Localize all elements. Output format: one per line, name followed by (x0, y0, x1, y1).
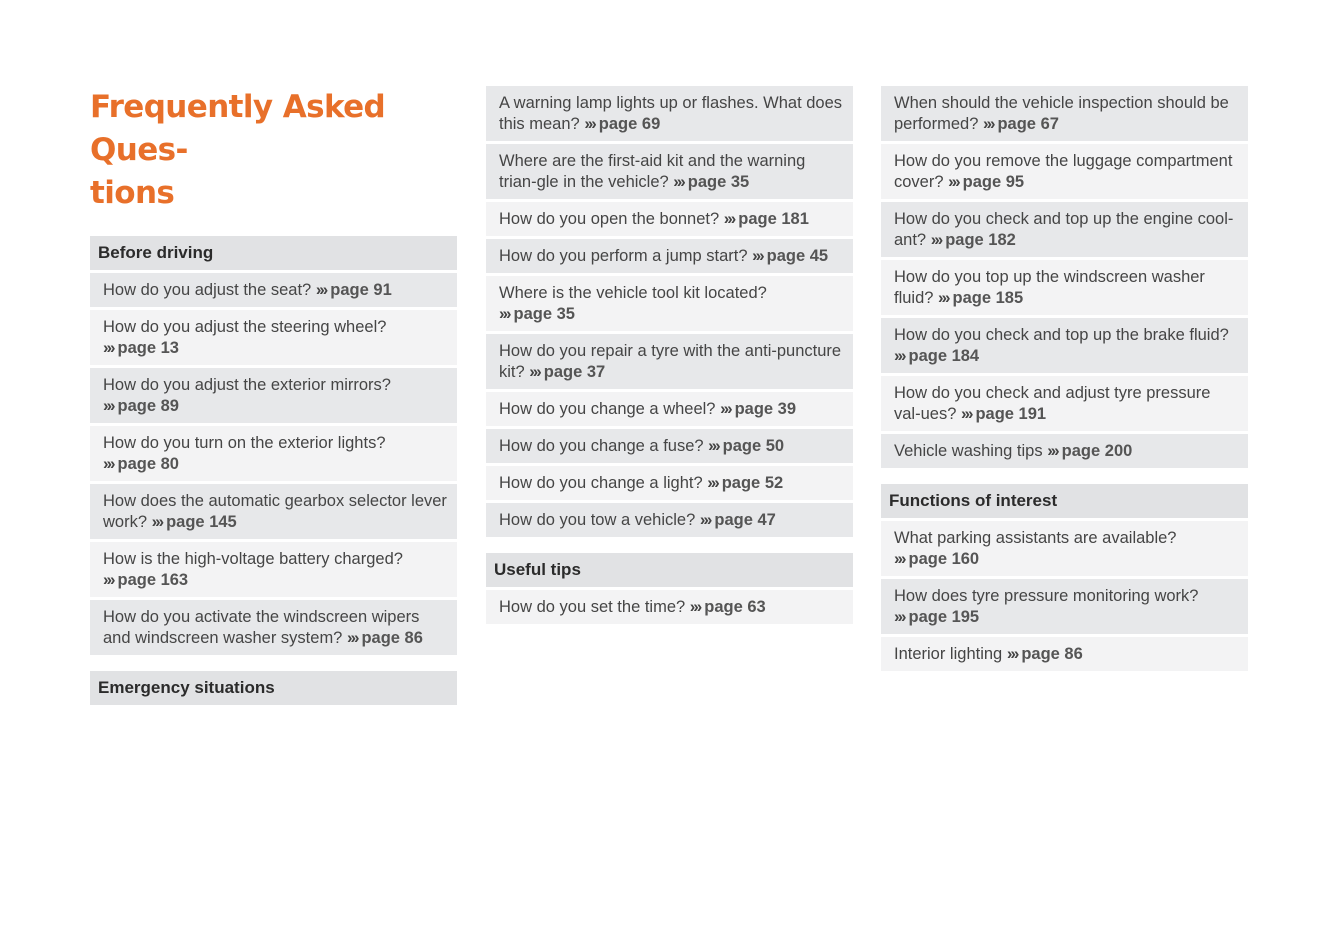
triple-chevron-icon: ››› (103, 397, 114, 415)
page-reference-link[interactable] (720, 400, 796, 418)
faq-question: How do you top up the windscreen washer fluid? (894, 268, 1205, 307)
faq-question: A warning lamp lights up or flashes. What does this mean? (499, 94, 843, 133)
page-number: page 69 (598, 115, 661, 133)
faq-section (881, 484, 1248, 671)
triple-chevron-icon: ››› (584, 115, 595, 133)
faq-section (486, 86, 853, 537)
faq-item (486, 86, 853, 141)
page-number: page 200 (1061, 442, 1133, 460)
faq-item (90, 600, 457, 655)
page-number: page 52 (721, 474, 784, 492)
page-number: page 80 (117, 455, 179, 473)
triple-chevron-icon: ››› (708, 437, 719, 455)
faq-section (90, 671, 457, 705)
page-number: page 89 (117, 397, 179, 415)
triple-chevron-icon: ››› (948, 173, 959, 191)
triple-chevron-icon: ››› (103, 455, 114, 473)
page-reference-link[interactable] (948, 173, 1024, 191)
triple-chevron-icon: ››› (982, 115, 994, 133)
faq-question: How does tyre pressure monitoring work? (894, 587, 1199, 605)
triple-chevron-icon: ››› (699, 511, 711, 529)
faq-question: Where is the vehicle tool kit located? (499, 284, 767, 302)
faq-item (486, 590, 853, 624)
faq-column-1 (90, 86, 457, 721)
triple-chevron-icon: ››› (930, 231, 942, 249)
triple-chevron-icon: ››› (1047, 442, 1058, 460)
page-reference-link[interactable] (724, 210, 809, 228)
faq-question: How do you tow a vehicle? (499, 511, 696, 529)
faq-item (881, 144, 1248, 199)
faq-item (486, 276, 853, 331)
page-reference-link[interactable] (931, 231, 1016, 249)
faq-item (90, 426, 457, 481)
page-reference-link[interactable] (894, 608, 979, 626)
page-number: page 67 (997, 115, 1059, 133)
triple-chevron-icon: ››› (1006, 645, 1018, 663)
page-number: page 86 (361, 629, 423, 647)
triple-chevron-icon: ››› (103, 571, 114, 589)
page-number: page 163 (117, 571, 189, 589)
faq-question: How do you adjust the exterior mirrors? (103, 376, 391, 394)
page-number: page 160 (908, 550, 980, 568)
page-title: Frequently Asked Ques- tions (90, 89, 386, 211)
faq-question: How do you check and top up the brake fluid? (894, 326, 1229, 344)
page-reference-link[interactable] (1047, 442, 1132, 460)
faq-question: Where are the first-aid kit and the warning trian-gle in the vehicle? (499, 152, 806, 191)
page-reference-link[interactable] (103, 571, 188, 589)
triple-chevron-icon: ››› (151, 513, 163, 531)
faq-item (881, 86, 1248, 141)
faq-item (486, 239, 853, 273)
triple-chevron-icon: ››› (315, 281, 327, 299)
faq-question: How do you change a light? (499, 474, 703, 492)
section-heading: Useful tips (486, 553, 853, 587)
faq-question: How do you change a fuse? (499, 437, 704, 455)
page-reference-link[interactable] (708, 437, 784, 455)
faq-question: How do you adjust the steering wheel? (103, 318, 387, 336)
triple-chevron-icon: ››› (689, 598, 701, 616)
page-number: page 47 (714, 511, 776, 529)
faq-question: How do you turn on the exterior lights? (103, 434, 386, 452)
faq-question: How do you adjust the seat? (103, 281, 312, 299)
faq-item (90, 368, 457, 423)
faq-question: How do you set the time? (499, 598, 686, 616)
triple-chevron-icon: ››› (346, 629, 358, 647)
faq-item (881, 376, 1248, 431)
page-reference-link[interactable] (103, 397, 179, 415)
faq-question: How do you open the bonnet? (499, 210, 720, 228)
faq-section (90, 236, 457, 655)
faq-item (881, 521, 1248, 576)
faq-item (881, 202, 1248, 257)
faq-column-3 (881, 86, 1248, 687)
section-heading: Before driving (90, 236, 457, 270)
page-reference-link[interactable] (752, 247, 828, 265)
page-reference-link[interactable] (316, 281, 392, 299)
page-reference-link[interactable] (690, 598, 766, 616)
page-reference-link[interactable] (1007, 645, 1083, 663)
page-reference-link[interactable] (347, 629, 423, 647)
page-number: page 35 (513, 305, 575, 323)
faq-item (486, 429, 853, 463)
faq-question: Vehicle washing tips (894, 442, 1043, 460)
faq-item (90, 273, 457, 307)
faq-item (486, 202, 853, 236)
page-number: page 91 (330, 281, 392, 299)
triple-chevron-icon: ››› (894, 550, 905, 568)
faq-question: Interior lighting (894, 645, 1003, 663)
page-reference-link[interactable] (707, 474, 783, 492)
faq-question: How does the automatic gearbox selector lever work? (103, 492, 447, 531)
triple-chevron-icon: ››› (938, 289, 949, 307)
faq-item (486, 144, 853, 199)
triple-chevron-icon: ››› (529, 363, 540, 381)
page-reference-link[interactable] (103, 455, 179, 473)
faq-section (881, 86, 1248, 468)
page-number: page 13 (117, 339, 179, 357)
faq-question: How do you repair a tyre with the anti-puncture kit? (499, 342, 842, 381)
page-reference-link[interactable] (673, 173, 749, 191)
faq-item (486, 392, 853, 426)
triple-chevron-icon: ››› (752, 247, 763, 265)
triple-chevron-icon: ››› (707, 474, 718, 492)
faq-question: How do you perform a jump start? (499, 247, 748, 265)
faq-item (90, 484, 457, 539)
page-reference-link[interactable] (103, 339, 179, 357)
faq-item (486, 503, 853, 537)
page-reference-link[interactable] (961, 405, 1046, 423)
page-number: page 145 (166, 513, 237, 531)
page-number: page 45 (766, 247, 829, 265)
faq-question: How do you remove the luggage compartment cover? (894, 152, 1233, 191)
page-reference-link[interactable] (700, 511, 776, 529)
page-number: page 181 (738, 210, 809, 228)
faq-question: How do you change a wheel? (499, 400, 716, 418)
page-number: page 185 (952, 289, 1024, 307)
faq-question: How do you check and adjust tyre pressure val-ues? (894, 384, 1211, 423)
faq-item (486, 466, 853, 500)
section-heading: Functions of interest (881, 484, 1248, 518)
triple-chevron-icon: ››› (723, 210, 735, 228)
triple-chevron-icon: ››› (499, 305, 510, 323)
page-reference-link[interactable] (894, 550, 979, 568)
page-number: page 191 (975, 405, 1047, 423)
faq-item (90, 542, 457, 597)
faq-item (881, 434, 1248, 468)
faq-question: When should the vehicle inspection should be performed? (894, 94, 1229, 133)
page-number: page 95 (962, 173, 1025, 191)
page-number: page 39 (734, 400, 797, 418)
triple-chevron-icon: ››› (960, 405, 972, 423)
faq-item (881, 318, 1248, 373)
faq-question: How is the high-voltage battery charged? (103, 550, 403, 568)
triple-chevron-icon: ››› (894, 347, 905, 365)
page-reference-link[interactable] (499, 305, 575, 323)
page-number: page 86 (1021, 645, 1083, 663)
faq-item (881, 260, 1248, 315)
page-number: page 50 (722, 437, 785, 455)
page-number: page 37 (543, 363, 606, 381)
page-number: page 35 (687, 173, 750, 191)
triple-chevron-icon: ››› (673, 173, 684, 191)
faq-question: What parking assistants are available? (894, 529, 1177, 547)
faq-item (486, 334, 853, 389)
page-number: page 184 (908, 347, 980, 365)
page-number: page 63 (704, 598, 766, 616)
faq-question: How do you activate the windscreen wipers and windscreen washer system? (103, 608, 420, 647)
page-reference-link[interactable] (529, 363, 605, 381)
faq-question: How do you check and top up the engine cool-ant? (894, 210, 1234, 249)
page-reference-link[interactable] (983, 115, 1059, 133)
page-reference-link[interactable] (584, 115, 660, 133)
page-reference-link[interactable] (894, 347, 979, 365)
page-number: page 182 (945, 231, 1016, 249)
faq-column-2 (486, 86, 853, 640)
page-number: page 195 (908, 608, 980, 626)
triple-chevron-icon: ››› (720, 400, 731, 418)
section-heading: Emergency situations (90, 671, 457, 705)
faq-item (881, 579, 1248, 634)
triple-chevron-icon: ››› (103, 339, 114, 357)
page-reference-link[interactable] (938, 289, 1023, 307)
triple-chevron-icon: ››› (894, 608, 905, 626)
faq-item (881, 637, 1248, 671)
page-reference-link[interactable] (152, 513, 237, 531)
faq-item (90, 310, 457, 365)
faq-section (486, 553, 853, 624)
